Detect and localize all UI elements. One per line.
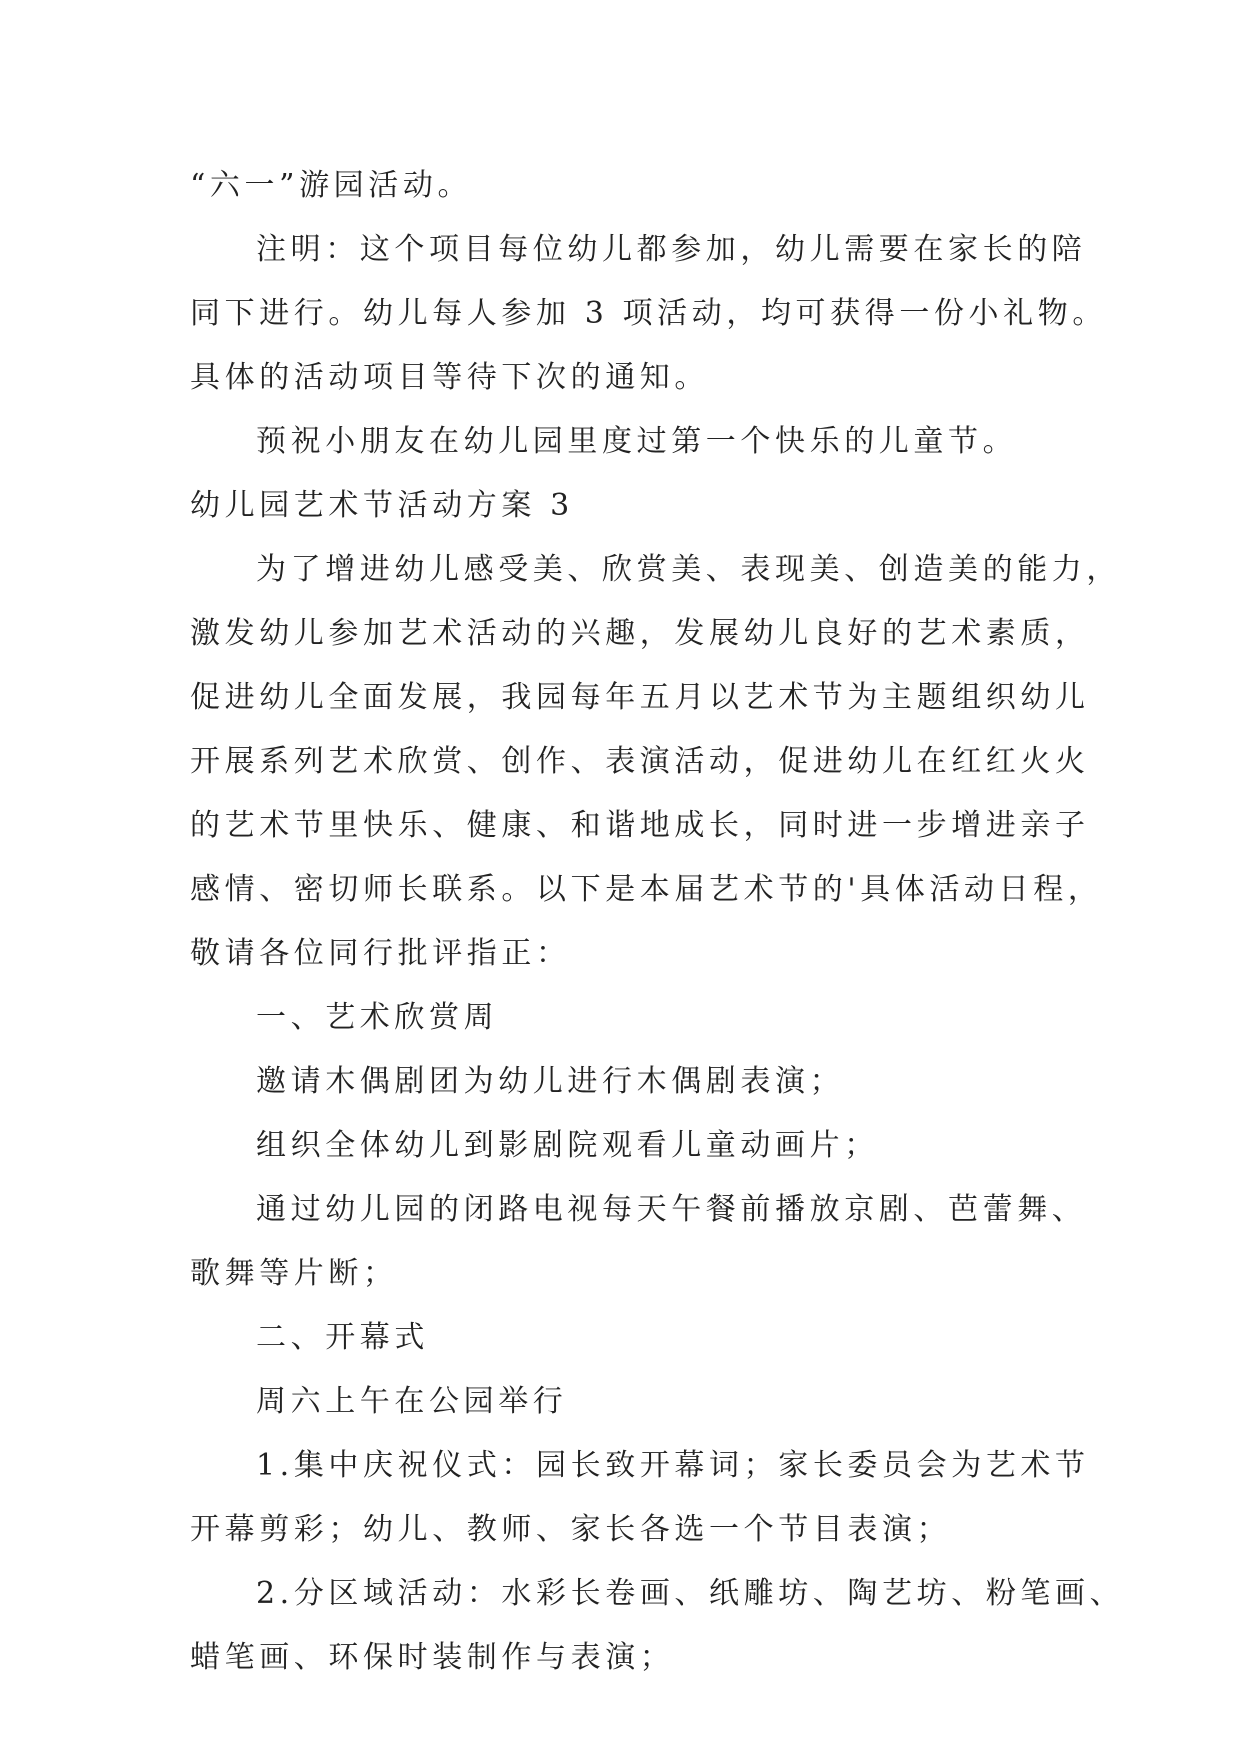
- list-item: 2.分区域活动：水彩长卷画、纸雕坊、陶艺坊、粉笔画、: [256, 1576, 1125, 1611]
- text-line: 的艺术节里快乐、健康、和谐地成长，同时进一步增进亲子: [190, 808, 1090, 843]
- text-line: 通过幼儿园的闭路电视每天午餐前播放京剧、芭蕾舞、: [256, 1192, 1087, 1227]
- text-line: 蜡笔画、环保时装制作与表演；: [190, 1640, 675, 1675]
- text-line: 预祝小朋友在幼儿园里度过第一个快乐的儿童节。: [256, 424, 1018, 459]
- section-heading: 幼儿园艺术节活动方案 3: [190, 488, 574, 523]
- subsection-heading: 二、开幕式: [256, 1320, 429, 1355]
- text-line: 组织全体幼儿到影剧院观看儿童动画片；: [256, 1128, 879, 1163]
- text-line: 歌舞等片断；: [190, 1256, 398, 1291]
- text-line: 注明：这个项目每位幼儿都参加，幼儿需要在家长的陪: [256, 232, 1087, 267]
- text-line: 敬请各位同行批评指正：: [190, 936, 571, 971]
- text-line: 周六上午在公园举行: [256, 1384, 568, 1419]
- text-line: 具体的活动项目等待下次的通知。: [190, 360, 709, 395]
- text-line: 为了增进幼儿感受美、欣赏美、表现美、创造美的能力，: [256, 552, 1121, 587]
- subsection-heading: 一、艺术欣赏周: [256, 1000, 499, 1035]
- text-line: 促进幼儿全面发展，我园每年五月以艺术节为主题组织幼儿: [190, 680, 1090, 715]
- text-line: 邀请木偶剧团为幼儿进行木偶剧表演；: [256, 1064, 845, 1099]
- text-line: 激发幼儿参加艺术活动的兴趣，发展幼儿良好的艺术素质，: [190, 616, 1090, 651]
- text-line: 开幕剪彩；幼儿、教师、家长各选一个节目表演；: [190, 1512, 952, 1547]
- list-item: 1.集中庆祝仪式：园长致开幕词；家长委员会为艺术节: [256, 1448, 1090, 1483]
- text-line: 开展系列艺术欣赏、创作、表演活动，促进幼儿在红红火火: [190, 744, 1090, 779]
- text-line: 感情、密切师长联系。以下是本届艺术节的'具体活动日程，: [190, 872, 1103, 907]
- text-line: “六一”游园活动。: [190, 168, 473, 203]
- text-line: 同下进行。幼儿每人参加 3 项活动，均可获得一份小礼物。: [190, 296, 1107, 331]
- document-page: [190, 154, 1125, 1690]
